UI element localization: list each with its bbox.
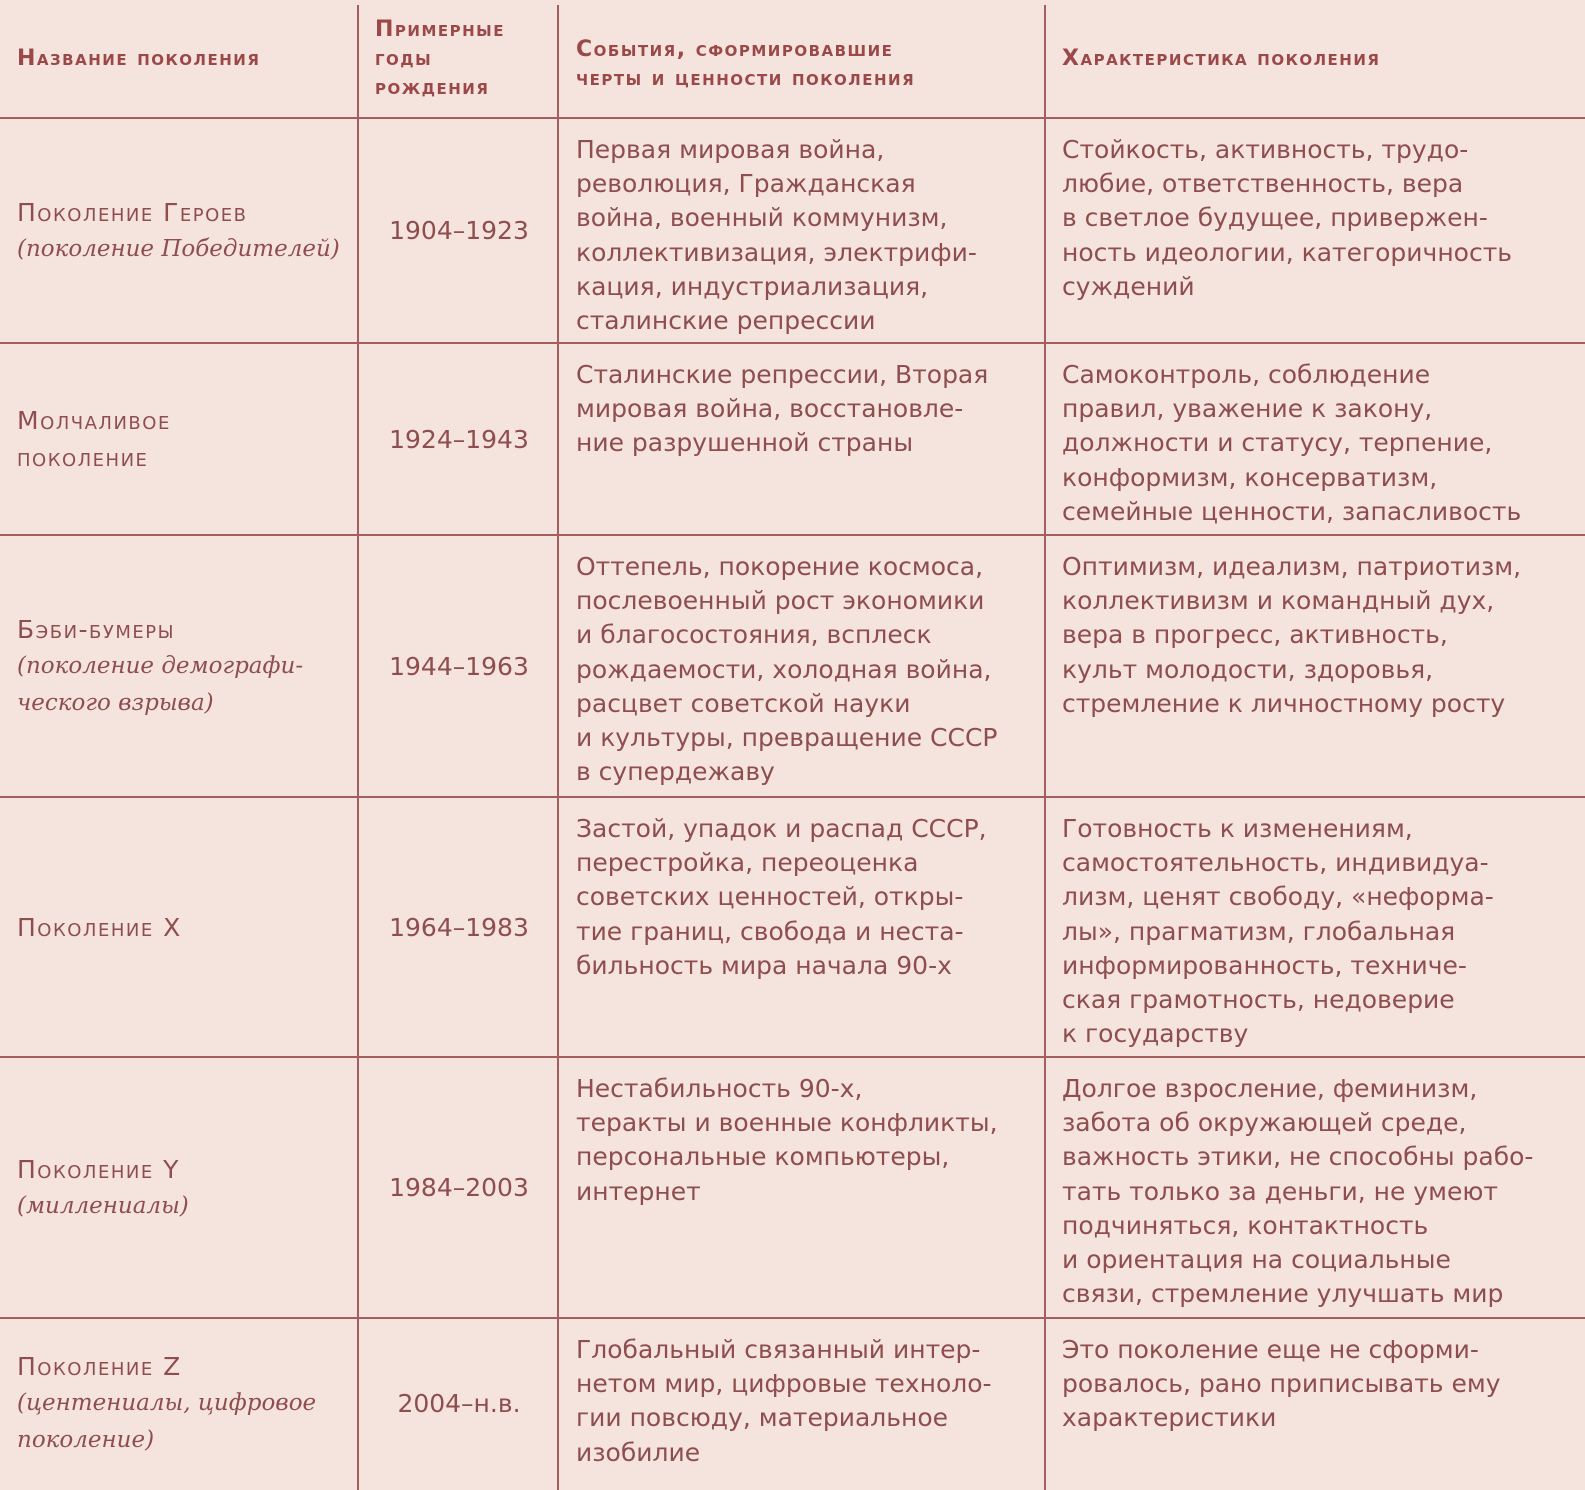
formative-events: Нестабильность 90-х, теракты и военные конфликты, персональные компьютеры, интернет (576, 1074, 998, 1206)
generation-name: Молчаливое поколение (17, 406, 171, 472)
generation-name-cell (0, 1319, 358, 1488)
generation-name: Поколение Героев (17, 197, 248, 227)
generation-traits: Готовность к изменениям, самостоятельность, индивидуа- лизм, ценят свободу, «неформа- лы», прагматизм, глобальная информированность, техниче- ская грамотность, недоверие к государству (1062, 814, 1494, 1049)
generation-alt-name: (поколение демографи- ческого взрыва) (17, 652, 304, 716)
generation-name: Бэби-бумеры (17, 614, 176, 644)
birth-years: 1924–1943 (389, 424, 529, 454)
generation-name: Поколение X (17, 912, 182, 942)
generation-name: Поколение Z (17, 1352, 182, 1381)
header-events: События, сформировавшие черты и ценности поколения (576, 36, 916, 91)
generation-name-cell (0, 798, 358, 1056)
generation-traits: Это поколение еще не сформи- ровалось, рано приписывать ему характеристики (1062, 1335, 1501, 1433)
generation-name-cell (0, 1058, 358, 1317)
generation-traits: Долгое взросление, феминизм, забота об окружающей среде, важность этики, не способны рабо- тать только за деньги, не умеют подчиняться, контактность и ориентация на социальные связи, стремление улучшать мир (1062, 1074, 1534, 1309)
formative-events: Сталинские репрессии, Вторая мировая война, восстановле- ние разрушенной страны (576, 360, 989, 458)
generation-traits: Оптимизм, идеализм, патриотизм, коллективизм и командный дух, вера в прогресс, активность, культ молодости, здоровья, стремление к личностному росту (1062, 552, 1522, 718)
birth-years: 1944–1963 (389, 651, 529, 681)
header-name: Название поколения (17, 46, 261, 71)
generation-alt-name: (поколение Победителей) (17, 235, 340, 262)
formative-events: Глобальный связанный интер- нетом мир, цифровые техноло- гии повсюду, материальное изобилие (576, 1335, 992, 1467)
header-years: Примерные годы рождения (375, 17, 505, 100)
generation-alt-name: (центениалы, цифровое поколение) (17, 1390, 317, 1453)
birth-years: 1984–2003 (389, 1173, 529, 1202)
generation-name-cell (0, 344, 358, 534)
birth-years: 1904–1923 (389, 216, 529, 245)
header-traits: Характеристика поколения (1062, 46, 1381, 71)
generation-name-cell (0, 536, 358, 796)
generation-name: Поколение Y (17, 1154, 180, 1184)
formative-events: Первая мировая война, революция, Гражданская война, военный коммунизм, коллективизация, электрифи- кация, индустриализация, сталинские репрессии (576, 135, 977, 336)
generation-traits: Самоконтроль, соблюдение правил, уважение к закону, должности и статусу, терпение, конформизм, консерватизм, семейные ценности, запасливость (1062, 360, 1522, 526)
generation-name-cell (0, 119, 358, 342)
formative-events: Застой, упадок и распад СССР, перестройка, переоценка советских ценностей, откры- тие границ, свобода и неста- бильность мира начала 90-х (576, 814, 987, 980)
formative-events: Оттепель, покорение космоса, послевоенный рост экономики и благосостояния, всплеск рождаемости, холодная война, расцвет советской науки и культуры, превращение СССР в супердежаву (576, 552, 998, 787)
birth-years: 1964–1983 (389, 912, 529, 942)
generation-traits: Стойкость, активность, трудо- любие, ответственность, вера в светлое будущее, привержен- ность идеологии, категоричность суждений (1062, 135, 1512, 301)
generation-alt-name: (миллениалы) (17, 1192, 189, 1219)
birth-years: 2004–н.в. (397, 1389, 521, 1418)
